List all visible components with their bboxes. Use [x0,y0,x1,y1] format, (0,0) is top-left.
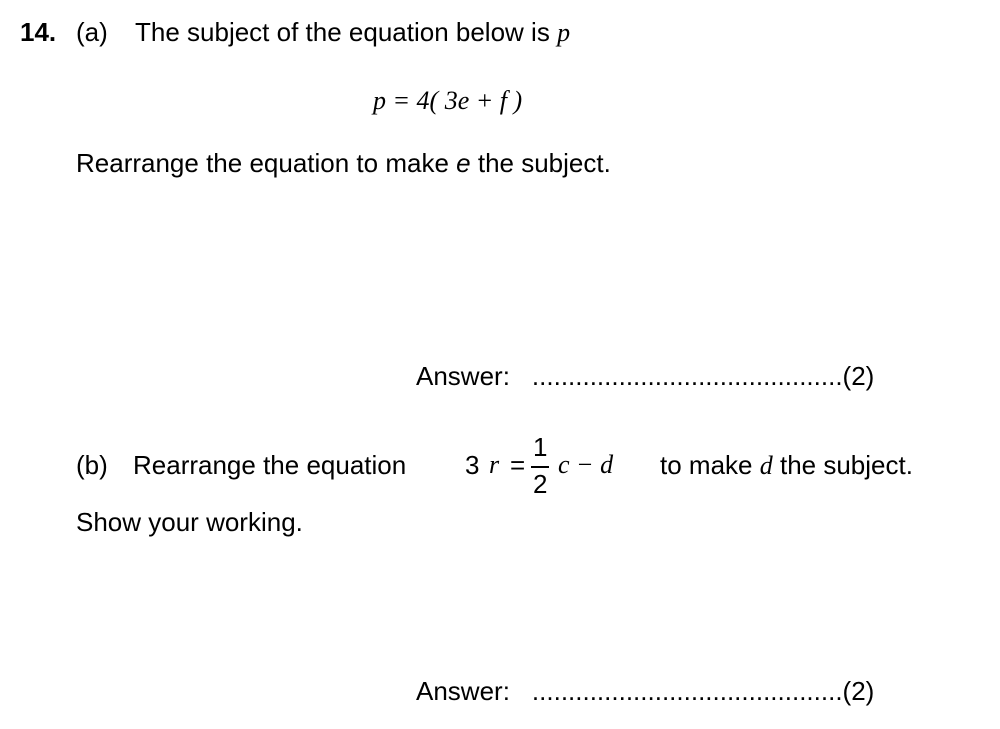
part-b-eq-rest: c − d [558,450,614,479]
part-b-label: (b) [76,450,108,480]
part-a-subject-variable: p [557,18,571,47]
part-b-answer-dots[interactable]: ........................................... [531,676,843,706]
part-b-eq-coefficient: 3 [465,450,480,480]
part-b-prompt: Rearrange the equation [133,450,407,480]
question-number: 14. [20,17,57,47]
part-b-answer-line[interactable] [416,676,874,707]
part-a-instruction-pre: Rearrange the equation to make [76,148,449,178]
part-b-eq-variable: r [489,450,500,479]
part-a-prompt-text: The subject of the equation below is [135,17,550,47]
part-b-tail [660,450,913,481]
part-b-fraction-numerator: 1 [533,432,548,462]
part-b-eq-sign: = [510,450,526,480]
part-a-equation: p = 4( 3e + f ) [373,86,523,115]
part-a-prompt [135,17,570,48]
part-b-fraction-denominator: 2 [533,469,548,499]
part-a-label: (a) [76,17,108,47]
part-a-marks: (2) [842,361,875,391]
part-b-tail-pre: to make [660,450,753,480]
part-b-marks: (2) [842,676,875,706]
part-a-answer-dots[interactable]: ........................................... [531,361,843,391]
part-a-answer-line[interactable] [416,361,874,392]
part-b-tail-post: the subject. [779,450,913,480]
part-a-instruction [76,148,611,179]
part-a-instruction-variable: e [456,148,471,178]
part-b-tail-variable: d [759,451,773,480]
part-a-instruction-post: the subject. [477,148,611,178]
part-b-instruction: Show your working. [76,507,303,537]
part-b-answer-label: Answer: [416,676,510,706]
part-b-fraction-bar [531,466,549,468]
part-a-answer-label: Answer: [416,361,510,391]
